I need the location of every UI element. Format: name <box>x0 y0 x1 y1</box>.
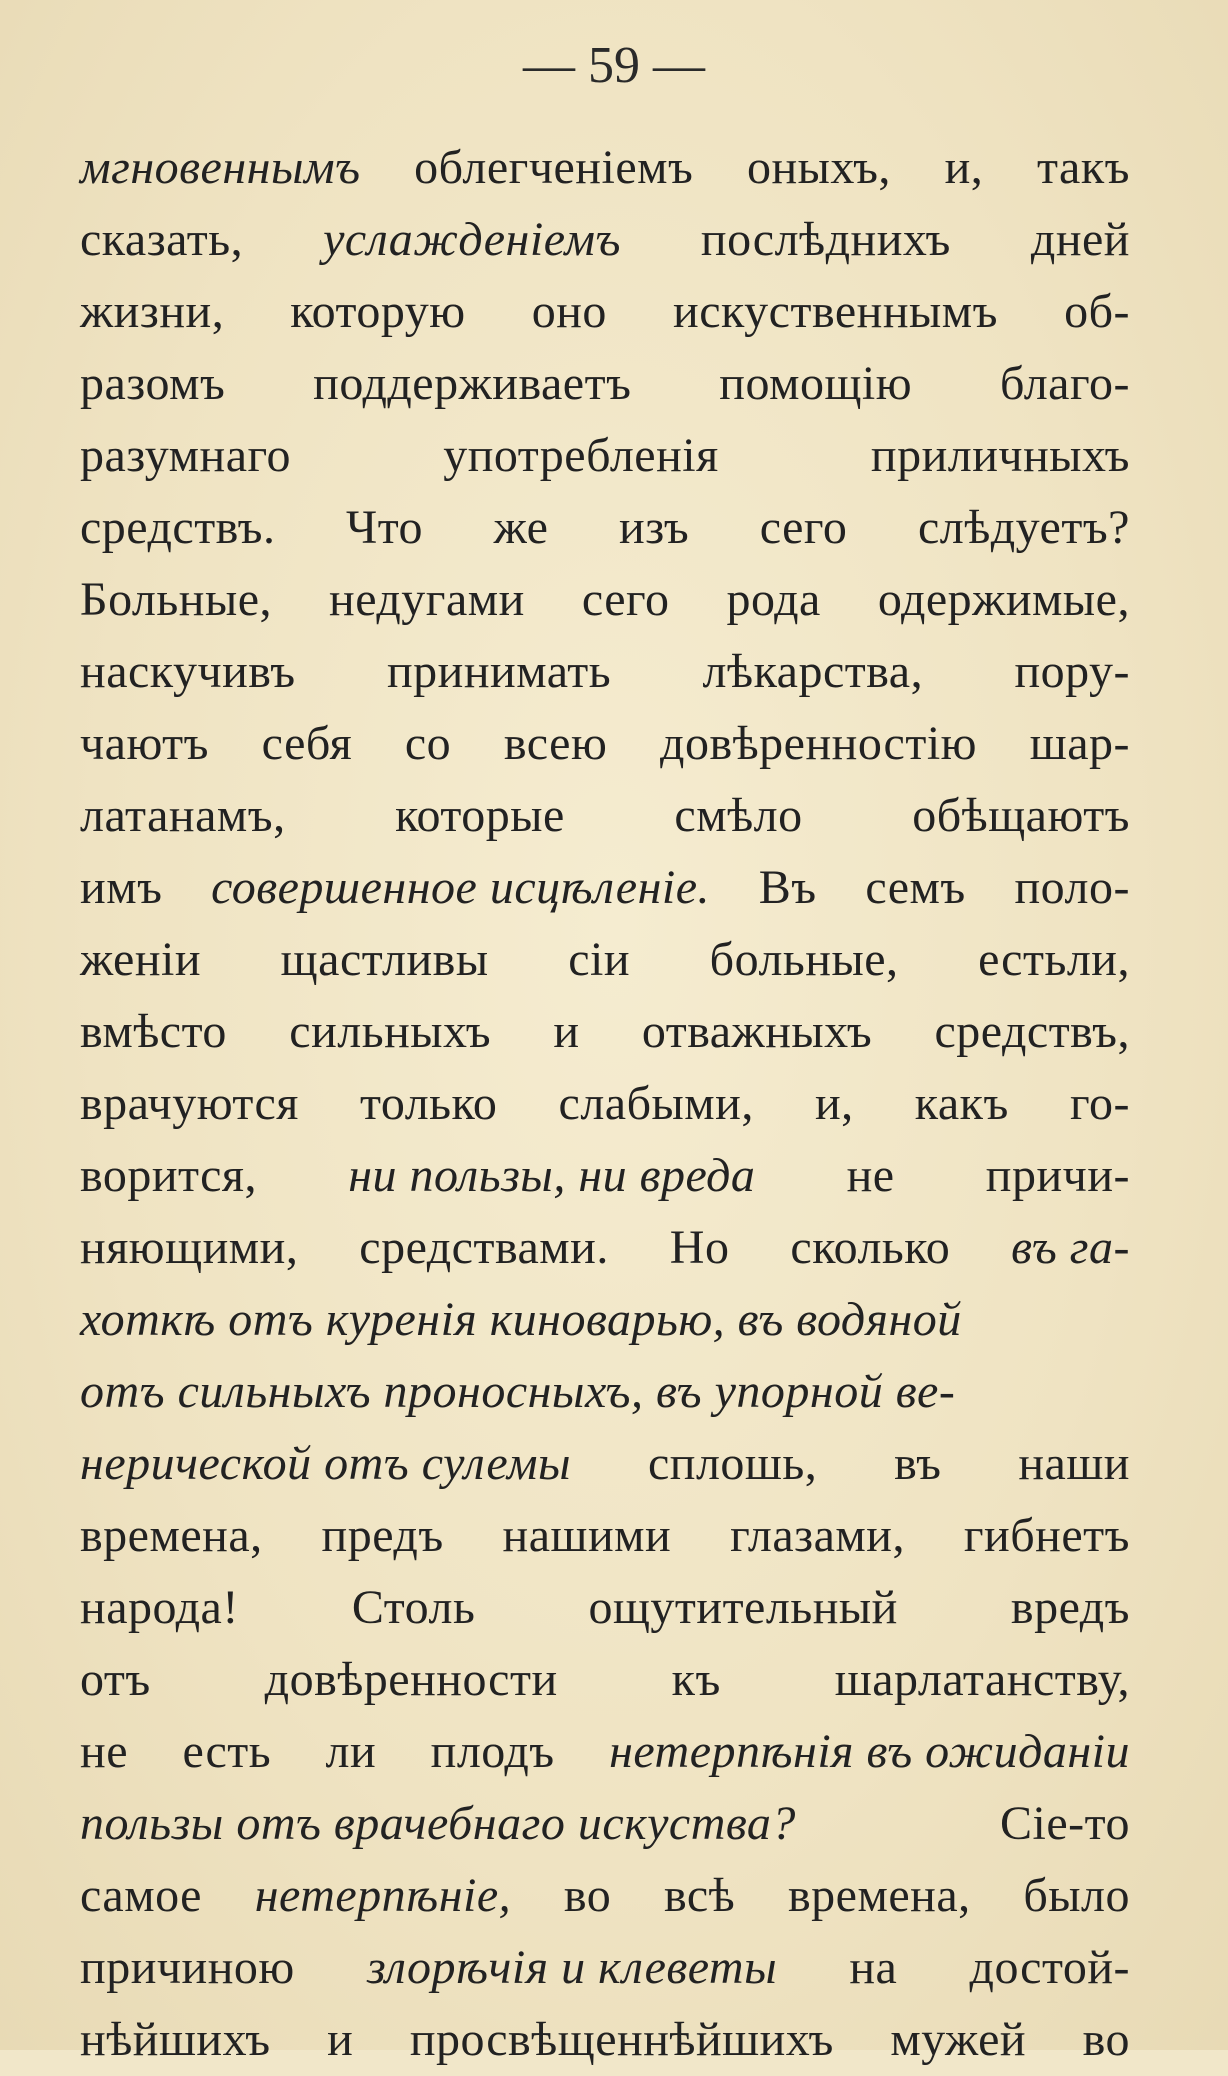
word: смѣло <box>674 789 803 842</box>
word: послѣднихъ <box>700 213 951 266</box>
word: разумнаго <box>80 429 291 482</box>
word: себя <box>261 717 353 770</box>
word: Но <box>669 1221 730 1274</box>
word: сильныхъ <box>289 1005 492 1058</box>
word: и, <box>814 1077 854 1130</box>
word: и <box>553 1005 580 1058</box>
word: сколько <box>790 1221 951 1274</box>
word: довѣренностію <box>660 717 978 770</box>
word: средствъ. <box>80 501 276 554</box>
word: нашими <box>502 1509 672 1562</box>
italic-word: пользы отъ врачебнаго искуства? <box>80 1797 796 1850</box>
italic-word: хоткѣ отъ куренія киноварью, въ водяной <box>80 1293 962 1346</box>
word: естьли, <box>978 933 1130 986</box>
text-line <box>80 1572 1130 1644</box>
word: предъ <box>321 1509 444 1562</box>
word: просвѣщеннѣйшихъ <box>409 2013 834 2066</box>
word: ли <box>325 1725 377 1778</box>
word: Больные, <box>80 573 273 626</box>
text-line <box>80 996 1130 1068</box>
word: поддерживаетъ <box>313 357 632 410</box>
italic-word: нерической отъ сулемы <box>80 1437 572 1490</box>
text-line <box>80 1788 1130 1860</box>
word: употребленія <box>443 429 719 482</box>
italic-word: мгновеннымъ <box>80 141 361 194</box>
italic-word: совершенное исцѣленіе. <box>211 861 711 914</box>
word: средствъ, <box>934 1005 1130 1058</box>
word: Въ <box>758 861 817 914</box>
word: же <box>493 501 549 554</box>
word: щастливы <box>280 933 489 986</box>
word: такъ <box>1036 141 1130 194</box>
word: и <box>327 2013 354 2066</box>
word: сказать, <box>80 213 244 266</box>
word: шарлатанству, <box>834 1653 1130 1706</box>
word: какъ <box>914 1077 1009 1130</box>
word: слабыми, <box>558 1077 754 1130</box>
word: въ <box>894 1437 942 1490</box>
word: на <box>849 1941 898 1994</box>
word: самое <box>80 1869 202 1922</box>
word: наскучивъ <box>80 645 296 698</box>
text-line <box>80 636 1130 708</box>
text-line <box>80 132 1130 204</box>
word: средствами. <box>359 1221 609 1274</box>
word: было <box>1023 1869 1130 1922</box>
word: помощію <box>719 357 913 410</box>
word: принимать <box>386 645 612 698</box>
word: довѣренности <box>264 1653 558 1706</box>
text-line <box>80 780 1130 852</box>
text-line <box>80 1860 1130 1932</box>
italic-word: нетерпѣнія въ ожиданіи <box>609 1725 1130 1778</box>
text-line <box>80 204 1130 276</box>
word: времена, <box>80 1509 263 1562</box>
word: латанамъ, <box>80 789 286 842</box>
word: времена, <box>787 1869 971 1922</box>
word: и, <box>944 141 984 194</box>
text-line <box>80 1068 1130 1140</box>
word: поло- <box>1014 861 1130 914</box>
body-text <box>80 132 1130 2076</box>
word: которые <box>395 789 565 842</box>
word: со <box>404 717 452 770</box>
text-line <box>80 1284 1130 1356</box>
word: слѣдуетъ? <box>917 501 1130 554</box>
text-line <box>80 420 1130 492</box>
word: не <box>80 1725 128 1778</box>
word: семъ <box>865 861 966 914</box>
word: причи- <box>985 1149 1130 1202</box>
word: разомъ <box>80 357 226 410</box>
word: вредъ <box>1010 1581 1130 1634</box>
word: оно <box>531 285 607 338</box>
text-line <box>80 1428 1130 1500</box>
word: врачуются <box>80 1077 299 1130</box>
word: Столь <box>351 1581 476 1634</box>
word: глазами, <box>730 1509 905 1562</box>
text-line <box>80 1500 1130 1572</box>
italic-word: услажденіемъ <box>323 213 621 266</box>
word: народа! <box>80 1581 239 1634</box>
text-line <box>80 708 1130 780</box>
word: которую <box>290 285 466 338</box>
text-line <box>80 1140 1130 1212</box>
word: недугами <box>329 573 525 626</box>
text-line <box>80 2004 1130 2076</box>
text-line <box>80 1356 1130 1428</box>
word: Сіе-то <box>1000 1797 1130 1850</box>
text-line <box>80 1644 1130 1716</box>
word: сплошь, <box>647 1437 818 1490</box>
text-line <box>80 1212 1130 1284</box>
word: къ <box>671 1653 721 1706</box>
word: вмѣсто <box>80 1005 227 1058</box>
text-line <box>80 1932 1130 2004</box>
italic-word: ни пользы, ни вреда <box>348 1149 756 1202</box>
word: одержимые, <box>877 573 1130 626</box>
word: сіи <box>568 933 631 986</box>
word: обѣщаютъ <box>912 789 1130 842</box>
text-line <box>80 348 1130 420</box>
word: больные, <box>709 933 899 986</box>
text-line <box>80 1716 1130 1788</box>
word: жизни, <box>80 285 225 338</box>
word: чаютъ <box>80 717 209 770</box>
word: женіи <box>80 933 202 986</box>
word: благо- <box>1000 357 1130 410</box>
word: отважныхъ <box>641 1005 873 1058</box>
word: искуственнымъ <box>673 285 998 338</box>
word: приличныхъ <box>870 429 1130 482</box>
word: ворится, <box>80 1149 257 1202</box>
word: ощутительный <box>588 1581 898 1634</box>
word: причиною <box>80 1941 295 1994</box>
word: шар- <box>1029 717 1130 770</box>
word: достой- <box>969 1941 1130 1994</box>
word: всею <box>503 717 608 770</box>
word: мужей <box>890 2013 1027 2066</box>
text-line <box>80 852 1130 924</box>
word: облегченіемъ <box>414 141 694 194</box>
word: лѣкарства, <box>702 645 924 698</box>
word: Что <box>346 501 424 554</box>
word: нѣйшихъ <box>80 2013 271 2066</box>
word: гибнетъ <box>963 1509 1130 1562</box>
word: оныхъ, <box>746 141 891 194</box>
word: няющими, <box>80 1221 299 1274</box>
word: рода <box>726 573 821 626</box>
word: всѣ <box>663 1869 736 1922</box>
word: сего <box>581 573 670 626</box>
word: го- <box>1069 1077 1130 1130</box>
text-line <box>80 276 1130 348</box>
word: плодъ <box>430 1725 555 1778</box>
page-number: — 59 — <box>523 37 705 94</box>
word: есть <box>182 1725 272 1778</box>
word: пору- <box>1014 645 1130 698</box>
word: дней <box>1030 213 1130 266</box>
word: изъ <box>619 501 690 554</box>
word: имъ <box>80 861 163 914</box>
word: об- <box>1064 285 1130 338</box>
word: наши <box>1018 1437 1130 1490</box>
word: не <box>846 1149 895 1202</box>
italic-word: въ га- <box>1011 1221 1130 1274</box>
word: отъ <box>80 1653 151 1706</box>
italic-word: злорѣчія и клеветы <box>366 1941 778 1994</box>
word: сего <box>759 501 848 554</box>
italic-word: отъ сильныхъ проносныхъ, въ упорной ве- <box>80 1365 956 1418</box>
text-line <box>80 924 1130 996</box>
text-line <box>80 492 1130 564</box>
text-line <box>80 564 1130 636</box>
italic-word: нетерпѣніе, <box>254 1869 512 1922</box>
word: во <box>1082 2013 1130 2066</box>
word: только <box>359 1077 498 1130</box>
word: во <box>563 1869 612 1922</box>
